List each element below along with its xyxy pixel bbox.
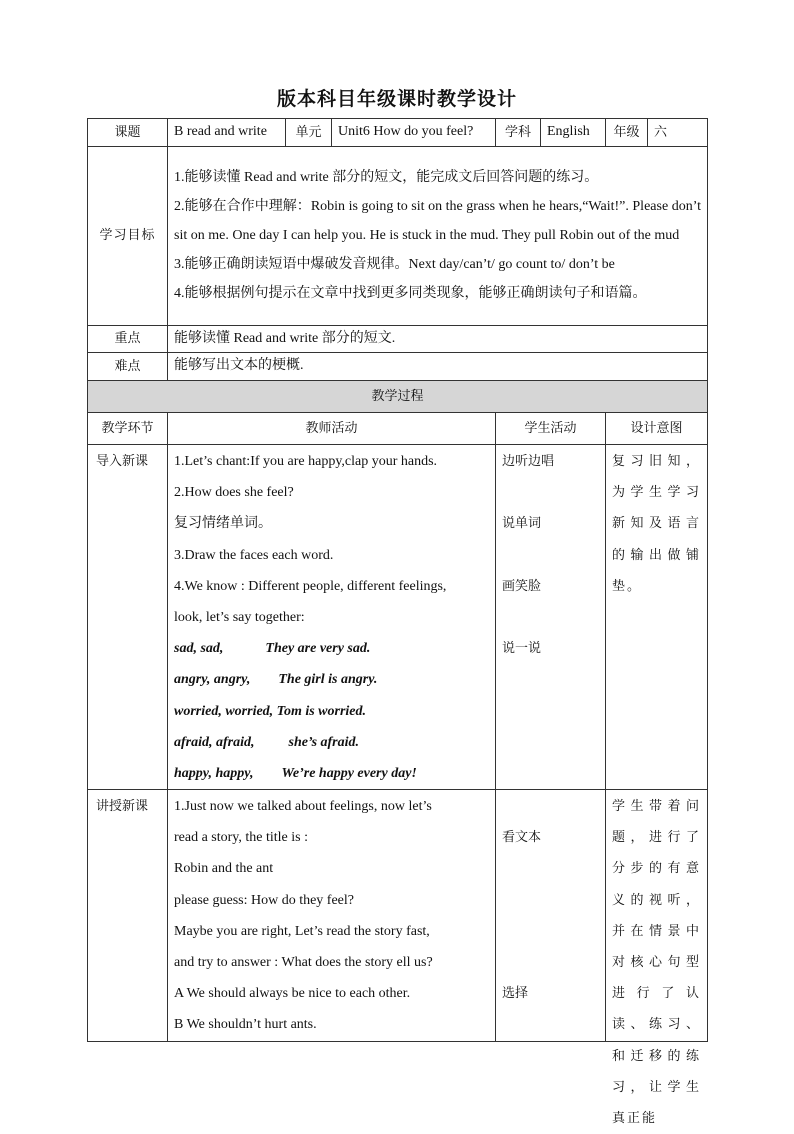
lesson-value: B read and write (168, 119, 286, 147)
key-point-label: 重点 (88, 326, 168, 353)
goal-item-2: 2.能够在合作中理解：Robin is going to sit on the grass when he hears,“Wait!”. Please don’t sit on me. One day I can help you. He is stuck in the mud. They pull Robin out of the mud (174, 198, 701, 243)
section-intro-row (88, 445, 708, 790)
new-teacher-line-4: please guess: How do they feel? (174, 892, 354, 908)
header-row (88, 119, 708, 147)
unit-label: 单元 (286, 119, 332, 147)
goals-row (88, 147, 708, 326)
grade-label: 年级 (606, 119, 648, 147)
new-teacher-line-6: and try to answer : What does the story ell us? (174, 955, 433, 970)
new-intent-text: 学生带着问题，进行了分步的有意义的视听，并在情景中对核心句型进行了认读、练习、和迁移的练习，让学生真正能 (612, 799, 701, 1127)
key-point-row (88, 326, 708, 353)
difficulty-row (88, 353, 708, 381)
key-point-value: 能够读懂 Read and write 部分的短文. (168, 326, 708, 353)
col-intent: 设计意图 (606, 413, 708, 445)
chant-line-5-a: happy, happy, (174, 765, 254, 781)
chant-line-2-b: The girl is angry. (278, 672, 378, 688)
chant-line-2 (174, 664, 489, 695)
section-intro-student (496, 445, 606, 790)
section-new-step (88, 790, 168, 1042)
goals-label-text: 学习目标 (99, 228, 156, 243)
section-new-step-label: 讲授新课 (96, 799, 149, 815)
new-teacher-line-1: 1.Just now we talked about feelings, now let’s (174, 799, 432, 815)
section-intro-teacher (168, 445, 496, 790)
chant-line-3 (174, 696, 489, 727)
col-student: 学生活动 (496, 413, 606, 445)
chant-line-1 (174, 633, 489, 664)
section-intro-step-label: 导入新课 (96, 454, 149, 469)
col-step: 教学环节 (88, 413, 168, 445)
process-header-row (88, 381, 708, 413)
intro-student-4: 说一说 (502, 641, 542, 657)
section-new-intent (606, 790, 708, 1127)
columns-row (88, 413, 708, 445)
lesson-plan-table (87, 118, 708, 1127)
intro-teacher-line-6: look, let’s say together: (174, 609, 305, 625)
new-teacher-line-3: Robin and the ant (174, 861, 274, 877)
chant-line-4-b: she’s afraid. (288, 734, 360, 750)
intro-student-1: 边听边唱 (502, 454, 555, 469)
intro-student-2: 说单词 (502, 516, 542, 532)
section-new-row (88, 790, 708, 1042)
subject-label: 学科 (496, 119, 541, 147)
goal-item-3: 3.能够正确朗读短语中爆破发音规律。Next day/can’t/ go count to/ don’t be (174, 256, 615, 272)
section-intro-step (88, 445, 168, 790)
goal-item-4: 4.能够根据例句提示在文章中找到更多同类现象，能够正确朗读句子和语篇。 (174, 285, 647, 301)
page-title: 版本科目年级课时教学设计 (276, 88, 517, 110)
section-intro-intent (606, 445, 708, 790)
chant-line-3-a: worried, worried, Tom is worried. (174, 703, 367, 719)
chant-line-2-a: angry, angry, (174, 672, 251, 688)
chant-line-1-a: sad, sad, (174, 641, 224, 657)
difficulty-label: 难点 (88, 353, 168, 381)
goals-label (88, 147, 168, 326)
new-student-2: 选择 (502, 986, 529, 1002)
col-teacher: 教师活动 (168, 413, 496, 445)
intro-teacher-line-2: 2.How does she feel? (174, 485, 294, 501)
goal-item-1: 1.能够读懂 Read and write 部分的短文，能完成文后回答问题的练习。 (174, 169, 599, 185)
difficulty-value: 能够写出文本的梗概. (168, 353, 708, 381)
lesson-label: 课题 (88, 119, 168, 147)
new-teacher-line-2: read a story, the title is : (174, 830, 308, 846)
intro-teacher-line-1: 1.Let’s chant:If you are happy,clap your hands. (174, 454, 438, 469)
chant-line-4 (174, 727, 489, 758)
chant-line-1-b: They are very sad. (265, 641, 371, 657)
process-header: 教学过程 (88, 381, 708, 413)
intro-teacher-line-3: 复习情绪单词。 (174, 516, 272, 532)
grade-value: 六 (648, 119, 708, 147)
new-teacher-line-7: A We should always be nice to each other. (174, 986, 411, 1002)
new-student-1: 看文本 (502, 830, 542, 846)
intro-teacher-line-4: 3.Draw the faces each word. (174, 547, 334, 563)
intro-intent-text: 复习旧知，为学生学习新知及语言的输出做铺垫。 (612, 454, 701, 594)
section-new-teacher (168, 790, 496, 1042)
subject-value: English (541, 119, 606, 147)
unit-value: Unit6 How do you feel? (332, 119, 496, 147)
new-teacher-line-5: Maybe you are right, Let’s read the story fast, (174, 923, 430, 939)
intro-student-3: 画笑脸 (502, 578, 542, 594)
new-teacher-line-8: B We shouldn’t hurt ants. (174, 1017, 317, 1033)
chant-line-5-b: We’re happy every day! (281, 765, 417, 781)
intro-teacher-line-5: 4.We know : Different people, different feelings, (174, 578, 447, 594)
chant-line-5 (174, 758, 489, 789)
chant-line-4-a: afraid, afraid, (174, 734, 255, 750)
section-new-student (496, 790, 606, 1042)
goals-content (168, 147, 708, 326)
